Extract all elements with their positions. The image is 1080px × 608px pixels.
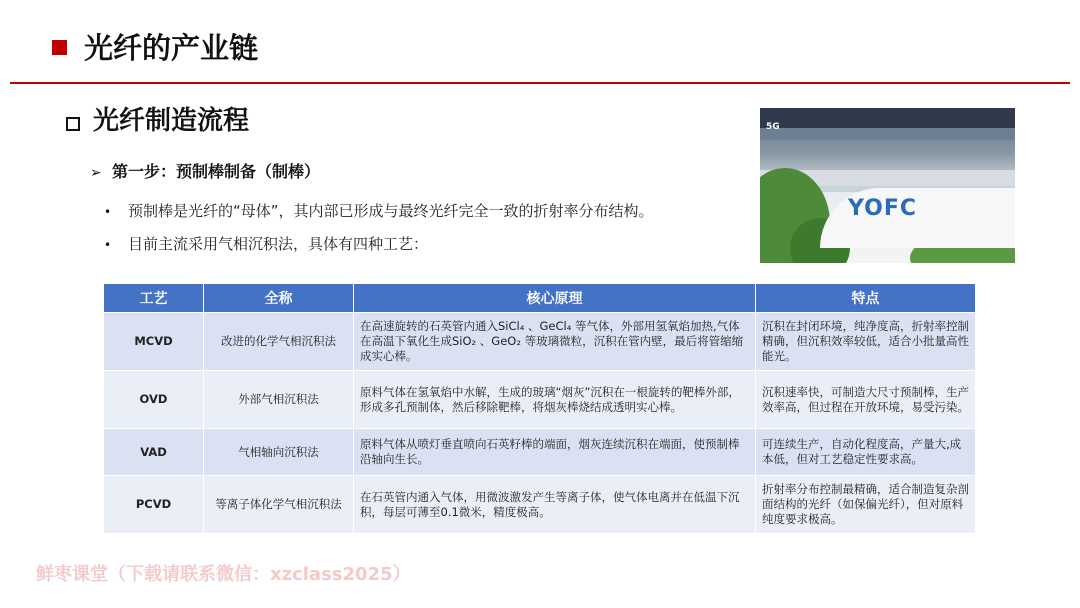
cell-process: OVD [104, 371, 204, 429]
cell-principle: 原料气体在氢氧焰中水解，生成的玻璃“烟灰”沉积在一根旋转的靶棒外部，形成多孔预制体，然后移除靶棒，将烟灰棒烧结成透明实心棒。 [354, 371, 756, 429]
cell-principle: 原料气体从喷灯垂直喷向石英籽棒的端面，烟灰连续沉积在端面，使预制棒沿轴向生长。 [354, 429, 756, 476]
table-row [104, 371, 976, 429]
cell-full-name: 外部气相沉积法 [204, 371, 354, 429]
section-checkbox-icon [66, 117, 80, 131]
arrow-bullet-icon: ➢ [90, 165, 102, 181]
bullet-text: 目前主流采用气相沉积法，具体有四种工艺： [128, 235, 429, 253]
cell-process: MCVD [104, 313, 204, 371]
exhibition-photo [760, 108, 1015, 263]
cell-process: VAD [104, 429, 204, 476]
cell-full-name: 气相轴向沉积法 [204, 429, 354, 476]
bullet-icon: • [104, 238, 112, 252]
cell-full-name: 等离子体化学气相沉积法 [204, 476, 354, 534]
title-divider [10, 82, 1070, 84]
yofc-logo: YOFC [848, 196, 918, 221]
5g-badge: 5G [766, 122, 780, 132]
watermark-text: 鲜枣课堂（下载请联系微信：xzclass2025） [36, 564, 411, 585]
table-header-row [104, 284, 976, 313]
table-row [104, 313, 976, 371]
cell-features: 可连续生产，自动化程度高，产量大,成本低，但对工艺稳定性要求高。 [756, 429, 976, 476]
header-full-name: 全称 [204, 284, 354, 313]
slide-title: 光纤的产业链 [84, 31, 259, 65]
header-process: 工艺 [104, 284, 204, 313]
title-marker [52, 40, 67, 55]
cell-features: 折射率分布控制最精确，适合制造复杂剖面结构的光纤（如保偏光纤），但对原料纯度要求极高。 [756, 476, 976, 534]
bullet-text: 预制棒是光纤的“母体”，其内部已形成与最终光纤完全一致的折射率分布结构。 [128, 202, 654, 220]
cell-principle: 在高速旋转的石英管内通入SiCl₄ 、GeCl₄ 等气体，外部用氢氧焰加热,气体在高温下氧化生成SiO₂ 、GeO₂ 等玻璃微粒，沉积在管内壁，最后将管缩缩成实心棒。 [354, 313, 756, 371]
bullet-icon: • [104, 205, 112, 219]
step-heading: 第一步：预制棒制备（制棒） [112, 162, 321, 181]
process-table [103, 283, 976, 534]
table-row [104, 476, 976, 534]
section-title: 光纤制造流程 [93, 106, 250, 136]
cell-full-name: 改进的化学气相沉积法 [204, 313, 354, 371]
cell-process: PCVD [104, 476, 204, 534]
header-features: 特点 [756, 284, 976, 313]
cell-features: 沉积速率快，可制造大尺寸预制棒，生产效率高，但过程在开放环境，易受污染。 [756, 371, 976, 429]
header-principle: 核心原理 [354, 284, 756, 313]
cell-principle: 在石英管内通入气体，用微波激发产生等离子体，使气体电离并在低温下沉积，每层可薄至0.1微米，精度极高。 [354, 476, 756, 534]
table-row [104, 429, 976, 476]
cell-features: 沉积在封闭环境，纯净度高，折射率控制精确，但沉积效率较低，适合小批量高性能光。 [756, 313, 976, 371]
